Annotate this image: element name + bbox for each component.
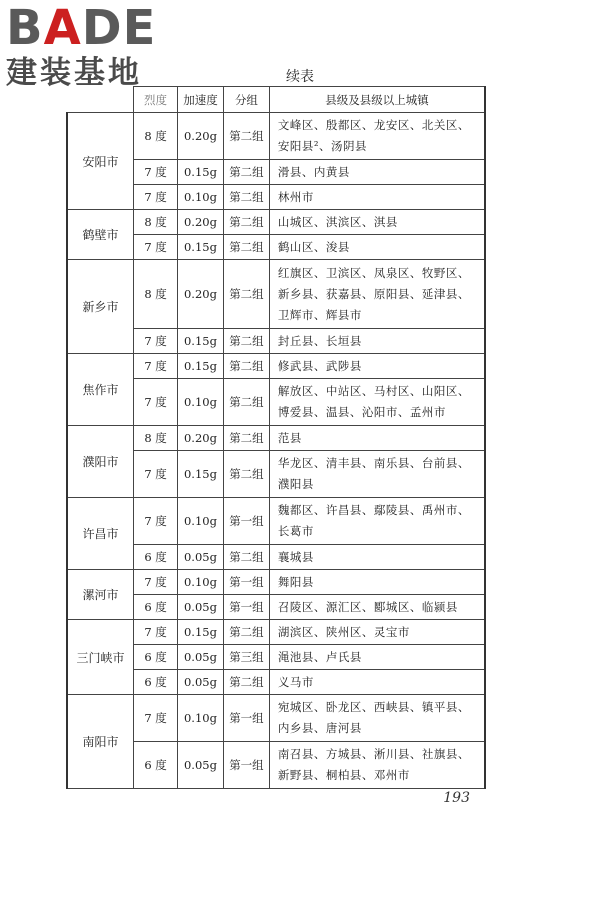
table-row — [67, 498, 485, 545]
acceleration-cell: 0.15g — [178, 235, 224, 260]
acceleration-cell: 0.10g — [178, 379, 224, 426]
header-intensity: 烈度 — [134, 87, 178, 113]
towns-cell: 湖滨区、陕州区、灵宝市 — [269, 620, 485, 645]
table-row — [67, 260, 485, 329]
city-cell: 濮阳市 — [67, 426, 134, 498]
towns-cell: 修武县、武陟县 — [269, 354, 485, 379]
group-cell: 第二组 — [223, 160, 269, 185]
intensity-cell: 6 度 — [134, 645, 178, 670]
acceleration-cell: 0.20g — [178, 113, 224, 160]
group-cell: 第一组 — [223, 595, 269, 620]
group-cell: 第一组 — [223, 742, 269, 789]
acceleration-cell: 0.05g — [178, 742, 224, 789]
group-cell: 第一组 — [223, 498, 269, 545]
towns-cell: 红旗区、卫滨区、凤泉区、牧野区、新乡县、获嘉县、原阳县、延津县、卫辉市、辉县市 — [269, 260, 485, 329]
acceleration-cell: 0.05g — [178, 595, 224, 620]
intensity-cell: 7 度 — [134, 235, 178, 260]
towns-cell: 解放区、中站区、马村区、山阳区、博爱县、温县、沁阳市、孟州市 — [269, 379, 485, 426]
acceleration-cell: 0.10g — [178, 498, 224, 545]
towns-cell: 魏都区、许昌县、鄢陵县、禹州市、长葛市 — [269, 498, 485, 545]
group-cell: 第二组 — [223, 185, 269, 210]
group-cell: 第二组 — [223, 354, 269, 379]
acceleration-cell: 0.10g — [178, 695, 224, 742]
group-cell: 第二组 — [223, 451, 269, 498]
group-cell: 第一组 — [223, 570, 269, 595]
group-cell: 第二组 — [223, 113, 269, 160]
towns-cell: 舞阳县 — [269, 570, 485, 595]
table-caption: 续表 — [286, 69, 314, 85]
acceleration-cell: 0.05g — [178, 645, 224, 670]
towns-cell: 林州市 — [269, 185, 485, 210]
acceleration-cell: 0.15g — [178, 620, 224, 645]
towns-cell: 襄城县 — [269, 545, 485, 570]
header-acceleration: 加速度 — [178, 87, 224, 113]
towns-cell: 山城区、淇滨区、淇县 — [269, 210, 485, 235]
group-cell: 第一组 — [223, 695, 269, 742]
intensity-cell: 7 度 — [134, 570, 178, 595]
group-cell: 第二组 — [223, 329, 269, 354]
intensity-cell: 7 度 — [134, 379, 178, 426]
acceleration-cell: 0.15g — [178, 329, 224, 354]
towns-cell: 文峰区、殷都区、龙安区、北关区、安阳县²、汤阴县 — [269, 113, 485, 160]
towns-cell: 宛城区、卧龙区、西峡县、镇平县、内乡县、唐河县 — [269, 695, 485, 742]
city-cell: 南阳市 — [67, 695, 134, 789]
header-towns: 县级及县级以上城镇 — [269, 87, 485, 113]
group-cell: 第三组 — [223, 645, 269, 670]
intensity-cell: 7 度 — [134, 160, 178, 185]
intensity-cell: 8 度 — [134, 260, 178, 329]
intensity-cell: 8 度 — [134, 113, 178, 160]
intensity-cell: 8 度 — [134, 426, 178, 451]
logo-wordmark: BADE — [6, 0, 157, 56]
header-group: 分组 — [223, 87, 269, 113]
table-row — [67, 620, 485, 645]
acceleration-cell: 0.20g — [178, 210, 224, 235]
table-body — [67, 113, 485, 789]
group-cell: 第二组 — [223, 426, 269, 451]
intensity-cell: 7 度 — [134, 329, 178, 354]
towns-cell: 鹤山区、浚县 — [269, 235, 485, 260]
page-number: 193 — [443, 790, 470, 806]
acceleration-cell: 0.05g — [178, 545, 224, 570]
intensity-cell: 7 度 — [134, 695, 178, 742]
logo-chinese-text: 建装基地 — [6, 55, 142, 91]
towns-cell: 华龙区、清丰县、南乐县、台前县、濮阳县 — [269, 451, 485, 498]
table-row — [67, 426, 485, 451]
table-row — [67, 113, 485, 160]
towns-cell: 召陵区、源汇区、郾城区、临颍县 — [269, 595, 485, 620]
group-cell: 第二组 — [223, 545, 269, 570]
group-cell: 第二组 — [223, 235, 269, 260]
acceleration-cell: 0.15g — [178, 160, 224, 185]
intensity-cell: 6 度 — [134, 670, 178, 695]
acceleration-cell: 0.20g — [178, 426, 224, 451]
towns-cell: 南召县、方城县、淅川县、社旗县、新野县、桐柏县、邓州市 — [269, 742, 485, 789]
seismic-table — [66, 86, 486, 789]
acceleration-cell: 0.10g — [178, 185, 224, 210]
acceleration-cell: 0.10g — [178, 570, 224, 595]
towns-cell: 义马市 — [269, 670, 485, 695]
intensity-cell: 7 度 — [134, 498, 178, 545]
table-row — [67, 354, 485, 379]
intensity-cell: 6 度 — [134, 595, 178, 620]
intensity-cell: 7 度 — [134, 451, 178, 498]
intensity-cell: 7 度 — [134, 354, 178, 379]
table-row — [67, 570, 485, 595]
city-cell: 安阳市 — [67, 113, 134, 210]
intensity-cell: 6 度 — [134, 742, 178, 789]
header-city — [67, 87, 134, 113]
city-cell: 三门峡市 — [67, 620, 134, 695]
group-cell: 第二组 — [223, 620, 269, 645]
intensity-cell: 7 度 — [134, 620, 178, 645]
table-row — [67, 695, 485, 742]
table-header-row — [67, 87, 485, 113]
group-cell: 第二组 — [223, 379, 269, 426]
acceleration-cell: 0.15g — [178, 451, 224, 498]
city-cell: 新乡市 — [67, 260, 134, 354]
acceleration-cell: 0.05g — [178, 670, 224, 695]
towns-cell: 封丘县、长垣县 — [269, 329, 485, 354]
towns-cell: 滑县、内黄县 — [269, 160, 485, 185]
towns-cell: 范县 — [269, 426, 485, 451]
group-cell: 第二组 — [223, 670, 269, 695]
city-cell: 漯河市 — [67, 570, 134, 620]
city-cell: 焦作市 — [67, 354, 134, 426]
towns-cell: 渑池县、卢氏县 — [269, 645, 485, 670]
acceleration-cell: 0.20g — [178, 260, 224, 329]
intensity-cell: 7 度 — [134, 185, 178, 210]
intensity-cell: 6 度 — [134, 545, 178, 570]
acceleration-cell: 0.15g — [178, 354, 224, 379]
city-cell: 许昌市 — [67, 498, 134, 570]
group-cell: 第二组 — [223, 260, 269, 329]
intensity-cell: 8 度 — [134, 210, 178, 235]
table-row — [67, 210, 485, 235]
city-cell: 鹤壁市 — [67, 210, 134, 260]
group-cell: 第二组 — [223, 210, 269, 235]
